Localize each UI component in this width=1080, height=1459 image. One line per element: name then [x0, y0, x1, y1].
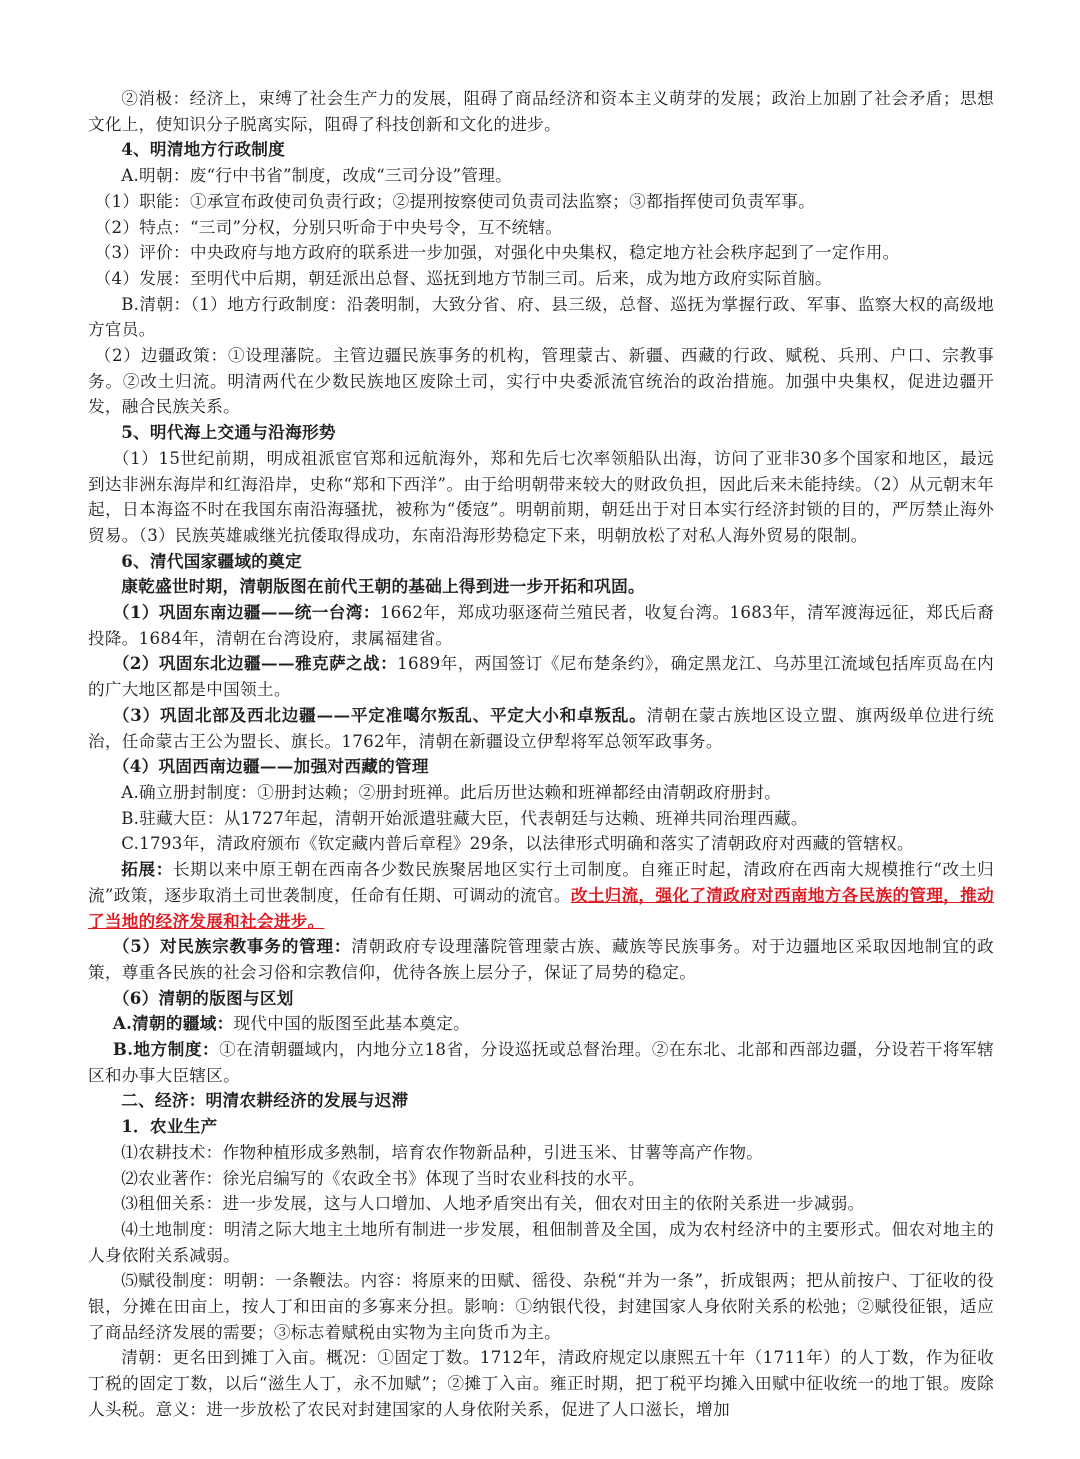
- paragraph: ⑸赋役制度：明朝：一条鞭法。内容：将原来的田赋、徭役、杂税“并为一条”，折成银两；把从前按户、丁征收的役银，分摊在田亩上，按人丁和田亩的多寡来分担。影响：①纳银代役，封建国家人身依附关系的松弛；②赋役征银，适应了商品经济发展的需要；③标志着赋税由实物为主向货币为主。: [88, 1271, 994, 1342]
- paragraph: [88, 651, 994, 702]
- bold-lead: （1）巩固东南边疆——统一台湾：: [112, 602, 380, 623]
- document-body: [88, 86, 994, 1423]
- bold-lead: （4）巩固西南边疆——加强对西藏的管理: [112, 756, 429, 777]
- section-heading: 二、经济：明清农耕经济的发展与迟滞: [121, 1090, 409, 1111]
- paragraph-text: 长期以来中原王朝在西南各少数民族聚居地区实行土司制度。自雍正时起，清政府在西南大规模推行“改土归流”政策，逐步取消土司世袭制度，任命有任期、可调动的流官。: [88, 860, 994, 905]
- paragraph: ⑵农业著作：徐光启编写的《农政全书》体现了当时农业科技的水平。: [121, 1168, 645, 1188]
- paragraph: [88, 703, 994, 754]
- paragraph-text: 清朝政府专设理藩院管理蒙古族、藏族等民族事务。对于边疆地区采取因地制宜的政策，尊重各民族的社会习俗和宗教信仰，优待各族上层分子，保证了局势的稳定。: [88, 937, 994, 982]
- bold-lead: （5）对民族宗教事务的管理：: [112, 936, 352, 957]
- bold-lead: （2）巩固东北边疆——雅克萨之战：: [112, 653, 398, 674]
- paragraph: B.驻藏大臣：从1727年起，清朝开始派遣驻藏大臣，代表朝廷与达赖、班禅共同治理西藏。: [121, 808, 808, 828]
- paragraph-text: 现代中国的版图至此基本奠定。: [233, 1014, 471, 1034]
- bold-lead: （3）巩固北部及西北边疆——平定准噶尔叛乱、平定大小和卓叛乱。: [112, 704, 647, 725]
- subsection-heading: 1．农业生产: [121, 1116, 218, 1137]
- paragraph: [88, 754, 994, 780]
- bold-lead: 拓展：: [121, 859, 174, 880]
- paragraph: A.明朝：废“行中书省”制度，改成“三司分设”管理。: [121, 166, 513, 186]
- paragraph: ⑷土地制度：明清之际大地主土地所有制进一步发展，租佃制普及全国，成为农村经济中的主要形式。佃农对地主的人身依附关系减弱。: [88, 1219, 994, 1265]
- paragraph-text: 清朝在蒙古族地区设立盟、旗两级单位进行统治，任命蒙古王公为盟长、旗长。1762年，清朝在新疆设立伊犁将军总领军政事务。: [88, 705, 994, 751]
- paragraph: C.1793年，清政府颁布《钦定藏内普后章程》29条，以法律形式明确和落实了清朝政府对西藏的管辖权。: [121, 834, 914, 854]
- paragraph: 5、明代海上交通与沿海形势: [121, 422, 336, 443]
- paragraph: （2）特点：“三司”分权，分别只听命于中央号令，互不统辖。: [94, 217, 563, 237]
- bold-lead: （6）清朝的版图与区划: [112, 987, 294, 1008]
- extend-paragraph: [88, 857, 994, 934]
- paragraph: A.确立册封制度：①册封达赖；②册封班禅。此后历世达赖和班禅都经由清朝政府册封。: [121, 782, 782, 802]
- paragraph: [88, 934, 994, 985]
- paragraph: ②消极：经济上，束缚了社会生产力的发展，阻碍了商品经济和资本主义萌芽的发展；政治上加剧了社会矛盾；思想文化上，使知识分子脱离实际，阻碍了科技创新和文化的进步。: [88, 89, 994, 134]
- bold-lead: A.清朝的疆域：: [112, 1013, 234, 1034]
- paragraph: （1）15世纪前期，明成祖派宦官郑和远航海外，郑和先后七次率领船队出海，访问了亚非30多个国家和地区，最远到达非洲东海岸和红海沿岸，史称“郑和下西洋”。由于给明朝带来较大的财政负担，因此后来未能持续。（2）从元朝末年起，日本海盗不时在我国东南沿海骚扰，被称为“倭寇”。明朝前期，朝廷出于对日本实行经济封锁的目的，严厉禁止海外贸易。（3）民族英雄戚继光抗倭取得成功，东南沿海形势稳定下来，明朝放松了对私人海外贸易的限制。: [88, 448, 994, 545]
- paragraph: B.清朝：（1）地方行政制度：沿袭明制，大致分省、府、县三级，总督、巡抚为掌握行政、军事、监察大权的高级地方官员。: [88, 294, 994, 340]
- paragraph: 康乾盛世时期，清朝版图在前代王朝的基础上得到进一步开拓和巩固。: [121, 576, 645, 597]
- paragraph-text: 1689年，两国签订《尼布楚条约》，确定黑龙江、乌苏里江流域包括库页岛在内的广大地区都是中国领土。: [88, 654, 994, 700]
- paragraph: [88, 1011, 994, 1037]
- paragraph: （2）边疆政策：①设理藩院。主管边疆民族事务的机构，管理蒙古、新疆、西藏的行政、赋税、兵刑、户口、宗教事务。②改土归流。明清两代在少数民族地区废除土司，实行中央委派流官统治的政治措施。加强中央集权，促进边疆开发，融合民族关系。: [88, 346, 994, 417]
- paragraph: 4、明清地方行政制度: [121, 139, 286, 160]
- paragraph: （1）职能：①承宣布政使司负责行政；②提刑按察使司负责司法监察；③都指挥使司负责军事。: [94, 191, 816, 211]
- paragraph: ⑶租佃关系：进一步发展，这与人口增加、人地矛盾突出有关，佃农对田主的依附关系进一步减弱。: [121, 1194, 865, 1214]
- paragraph: [88, 986, 994, 1012]
- paragraph: ⑴农耕技术：作物种植形成多熟制，培育农作物新品种，引进玉米、甘薯等高产作物。: [121, 1142, 764, 1162]
- highlighted-conclusion: 改土归流，强化了清政府对西南地方各民族的管理，推动了当地的经济发展和社会进步。: [88, 884, 995, 931]
- bold-lead: B.地方制度：: [112, 1039, 220, 1060]
- paragraph: [88, 600, 994, 651]
- paragraph: [88, 1037, 994, 1088]
- paragraph: （4）发展：至明代中后期，朝廷派出总督、巡抚到地方节制三司。后来，成为地方政府实际首脑。: [94, 268, 832, 288]
- paragraph-text: 1662年，郑成功驱逐荷兰殖民者，收复台湾。1683年，清军渡海远征，郑氏后裔投降。1684年，清朝在台湾设府，隶属福建省。: [88, 603, 994, 648]
- paragraph-text: ①在清朝疆域内，内地分立18省，分设巡抚或总督治理。②在东北、北部和西部边疆，分设若干将军辖区和办事大臣辖区。: [88, 1040, 994, 1085]
- paragraph: 清朝：更名田到摊丁入亩。概况：①固定丁数。1712年，清政府规定以康熙五十年（1711年）的人丁数，作为征收丁税的固定丁数，以后“滋生人丁，永不加赋”；②摊丁入亩。雍正时期，把丁税平均摊入田赋中征收统一的地丁银。废除人头税。意义：进一步放松了农民对封建国家的人身依附关系，促进了人口滋长，增加: [88, 1348, 994, 1419]
- paragraph: 6、清代国家疆域的奠定: [121, 550, 302, 571]
- paragraph: （3）评价：中央政府与地方政府的联系进一步加强，对强化中央集权，稳定地方社会秩序起到了一定作用。: [94, 243, 900, 263]
